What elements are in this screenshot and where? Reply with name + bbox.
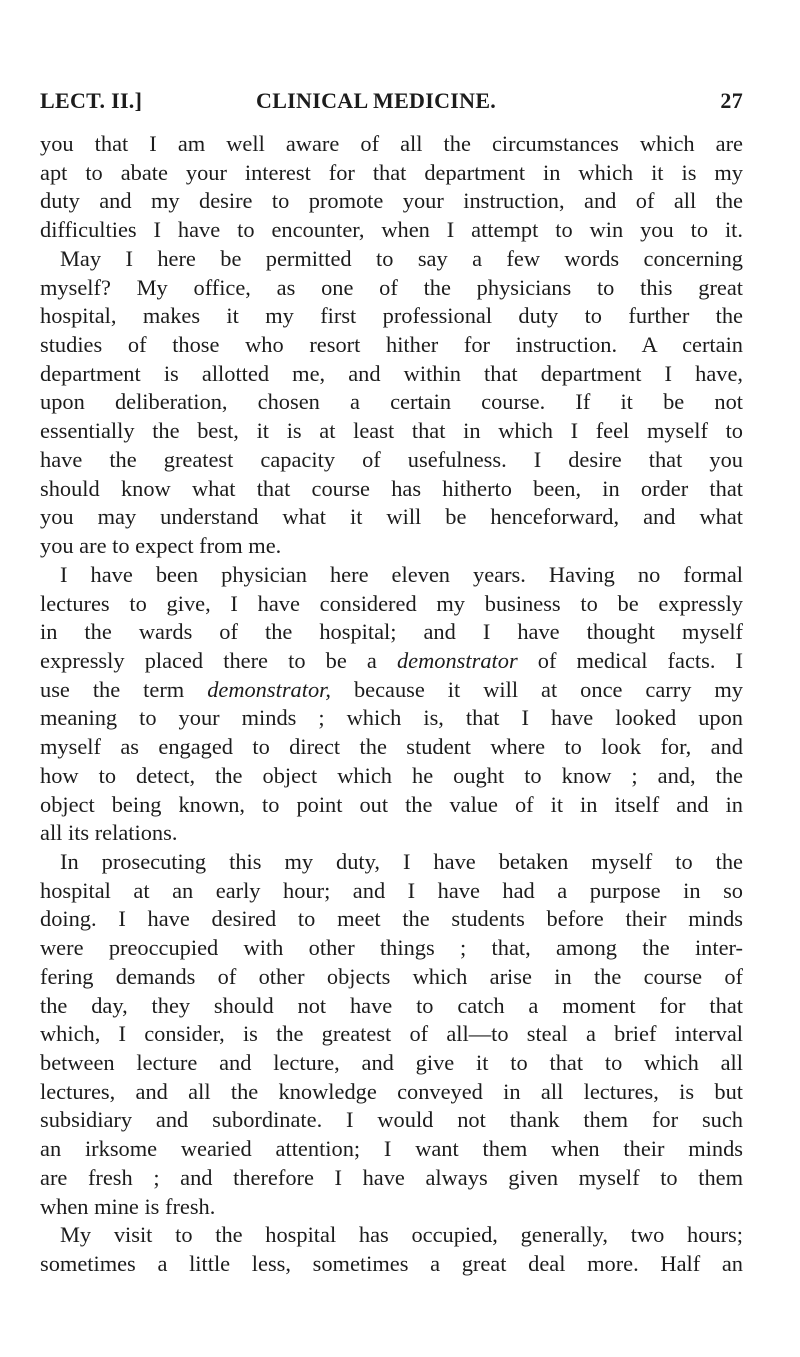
text-line: are fresh ; and therefore I have always given myself to them (40, 1164, 743, 1190)
text-line: doing. I have desired to meet the students before their minds (40, 906, 743, 932)
text-line: object being known, to point out the value of it in itself and in (40, 791, 743, 817)
text-line: apt to abate your interest for that department in which it is my (40, 159, 743, 185)
text-line: department is allotted me, and within that department I have, (40, 360, 743, 386)
text-line: hospital at an early hour; and I have had a purpose in so (40, 877, 743, 903)
text-line: fering demands of other objects which arise in the course of (40, 963, 743, 989)
text-line: My visit to the hospital has occupied, generally, two hours; (60, 1222, 743, 1248)
text-line: myself as engaged to direct the student where to look for, and (40, 734, 743, 760)
text-line (40, 676, 743, 705)
italic-term: demonstrator, (207, 676, 331, 702)
text-line: May I here be permitted to say a few words concerning (60, 245, 743, 271)
text-line: hospital, makes it my first professional duty to further the (40, 303, 743, 329)
text-line (40, 647, 743, 676)
text-line: when mine is fresh. (40, 1193, 216, 1219)
text-line: which, I consider, is the greatest of all—to steal a brief interval (40, 1021, 743, 1047)
text-line-segment: of medical facts. I (517, 647, 743, 673)
text-line: myself? My office, as one of the physicians to this great (40, 274, 743, 300)
text-line: I have been physician here eleven years. Having no formal (60, 561, 743, 587)
text-line: should know what that course has hitherto been, in order that (40, 475, 743, 501)
text-line: meaning to your minds ; which is, that I have looked upon (40, 705, 743, 731)
text-line: how to detect, the object which he ought to know ; and, the (40, 762, 743, 788)
text-line: the day, they should not have to catch a moment for that (40, 992, 743, 1018)
running-head (40, 88, 743, 118)
text-line: difficulties I have to encounter, when I attempt to win you to it. (40, 217, 743, 243)
text-line: you may understand what it will be henceforward, and what (40, 504, 743, 530)
text-line: all its relations. (40, 820, 178, 846)
text-line-segment: use the term (40, 676, 208, 702)
text-line: upon deliberation, chosen a certain course. If it be not (40, 389, 743, 415)
text-line: you are to expect from me. (40, 533, 282, 559)
text-line: In prosecuting this my duty, I have betaken myself to the (60, 848, 743, 874)
page-number: 27 (720, 88, 743, 113)
text-line: duty and my desire to promote your instruction, and of all the (40, 188, 743, 214)
text-line: have the greatest capacity of usefulness. I desire that you (40, 446, 743, 472)
body-text (40, 130, 743, 1279)
text-line: were preoccupied with other things ; that, among the inter- (40, 935, 743, 961)
text-line: you that I am well aware of all the circumstances which are (40, 131, 743, 156)
text-line: between lecture and lecture, and give it to that to which all (40, 1050, 743, 1075)
running-title: CLINICAL MEDICINE. (256, 88, 497, 113)
text-line: lectures to give, I have considered my business to be expressly (40, 590, 743, 616)
text-line: an irksome wearied attention; I want them when their minds (40, 1136, 743, 1162)
text-line: sometimes a little less, sometimes a great deal more. Half an (40, 1251, 743, 1277)
text-line: lectures, and all the knowledge conveyed in all lectures, is but (40, 1078, 743, 1104)
text-line: in the wards of the hospital; and I have thought myself (40, 619, 743, 645)
text-line: subsidiary and subordinate. I would not thank them for such (40, 1107, 743, 1133)
italic-term: demonstrator (396, 647, 518, 673)
lecture-number: LECT. II.] (40, 88, 143, 113)
text-line: studies of those who resort hither for instruction. A certain (40, 332, 743, 358)
text-line-segment: because it will at once carry my (330, 676, 743, 702)
text-line: essentially the best, it is at least that in which I feel myself to (40, 418, 743, 444)
text-line-segment: expressly placed there to be a (40, 647, 397, 673)
